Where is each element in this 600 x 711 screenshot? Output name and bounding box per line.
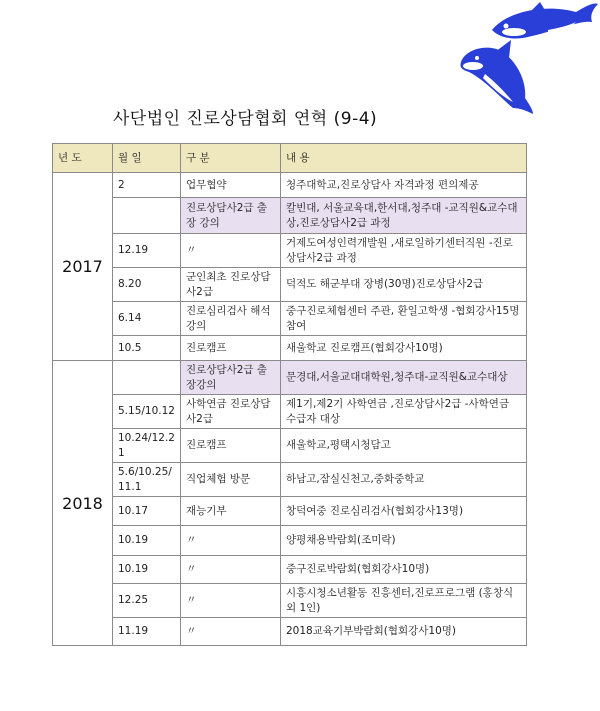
header-date: 월 일 [113, 144, 181, 173]
category-cell: 진로캠프 [181, 336, 281, 361]
table-row [53, 234, 527, 268]
date-cell: 10.5 [113, 336, 181, 361]
category-cell: 〃 [181, 526, 281, 556]
date-cell: 8.20 [113, 268, 181, 302]
content-cell: 창덕여중 진로심리검사(협회강사13명) [281, 497, 527, 526]
content-cell: 제1기,제2기 사학연금 ,진로상담사2급 -사학연금 수급자 대상 [281, 395, 527, 429]
table-row [53, 618, 527, 646]
header-year: 년 도 [53, 144, 113, 173]
date-cell [113, 361, 181, 395]
category-cell: 진로상담사2급 출장 강의 [181, 198, 281, 234]
table-row [53, 463, 527, 497]
table-row [53, 497, 527, 526]
date-cell: 5.15/10.12 [113, 395, 181, 429]
table-header-row [53, 144, 527, 173]
date-cell: 10.19 [113, 526, 181, 556]
table-row [53, 361, 527, 395]
table-row [53, 429, 527, 463]
category-cell: 〃 [181, 584, 281, 618]
category-cell: 〃 [181, 556, 281, 584]
content-cell: 새울학교,평택시청담고 [281, 429, 527, 463]
table-row [53, 395, 527, 429]
table-row [53, 336, 527, 361]
date-cell: 10.24/12.21 [113, 429, 181, 463]
content-cell: 양평채용박람회(조미락) [281, 526, 527, 556]
category-cell: 사학연금 진로상담사2급 [181, 395, 281, 429]
content-cell: 문경대,서울교대대학원,청주대-교직원&교수대상 [281, 361, 527, 395]
category-cell: 직업체험 방문 [181, 463, 281, 497]
content-cell: 청주대학교,진로상담사 자격과정 편의제공 [281, 173, 527, 198]
table-row [53, 556, 527, 584]
category-cell: 군인최초 진로상담사2급 [181, 268, 281, 302]
table-row [53, 584, 527, 618]
header-category: 구 분 [181, 144, 281, 173]
table-row [53, 302, 527, 336]
content-cell: 하남고,잠실신천고,중화중학교 [281, 463, 527, 497]
year-cell: 2018 [53, 361, 113, 646]
content-cell: 2018교육기부박람회(협회강사10명) [281, 618, 527, 646]
date-cell: 11.19 [113, 618, 181, 646]
content-cell: 덕적도 해군부대 장병(30명)진로상담사2급 [281, 268, 527, 302]
table-row [53, 268, 527, 302]
category-cell: 업무협약 [181, 173, 281, 198]
content-cell: 새울학교 진로캠프(협회강사10명) [281, 336, 527, 361]
content-cell: 중구진로체험센터 주관, 환일고학생 -협회강사15명 참여 [281, 302, 527, 336]
date-cell: 5.6/10.25/11.1 [113, 463, 181, 497]
table-row [53, 173, 527, 198]
date-cell: 6.14 [113, 302, 181, 336]
date-cell: 2 [113, 173, 181, 198]
content-cell: 시흥시청소년활동 진흥센터,진로프로그램 (홍창식외 1인) [281, 584, 527, 618]
date-cell: 12.25 [113, 584, 181, 618]
table-row [53, 198, 527, 234]
date-cell: 10.17 [113, 497, 181, 526]
category-cell: 〃 [181, 618, 281, 646]
date-cell: 12.19 [113, 234, 181, 268]
date-cell: 10.19 [113, 556, 181, 584]
category-cell: 진로상담사2급 출장강의 [181, 361, 281, 395]
content-cell: 칼빈대, 서울교육대,한서대,청주대 -교직원&교수대상,진로상담사2급 과정 [281, 198, 527, 234]
category-cell: 진로캠프 [181, 429, 281, 463]
page-title: 사단법인 진로상담협회 연혁 (9-4) [112, 109, 378, 129]
category-cell: 재능기부 [181, 497, 281, 526]
history-table [52, 143, 527, 646]
category-cell: 〃 [181, 234, 281, 268]
year-cell: 2017 [53, 173, 113, 361]
date-cell [113, 198, 181, 234]
table-row [53, 526, 527, 556]
content-cell: 거제도여성인력개발원 ,새로일하기센터직원 -진로상담사2급 과정 [281, 234, 527, 268]
category-cell: 진로심리검사 해석 강의 [181, 302, 281, 336]
header-content: 내 용 [281, 144, 527, 173]
content-cell: 중구진로박람회(협회강사10명) [281, 556, 527, 584]
